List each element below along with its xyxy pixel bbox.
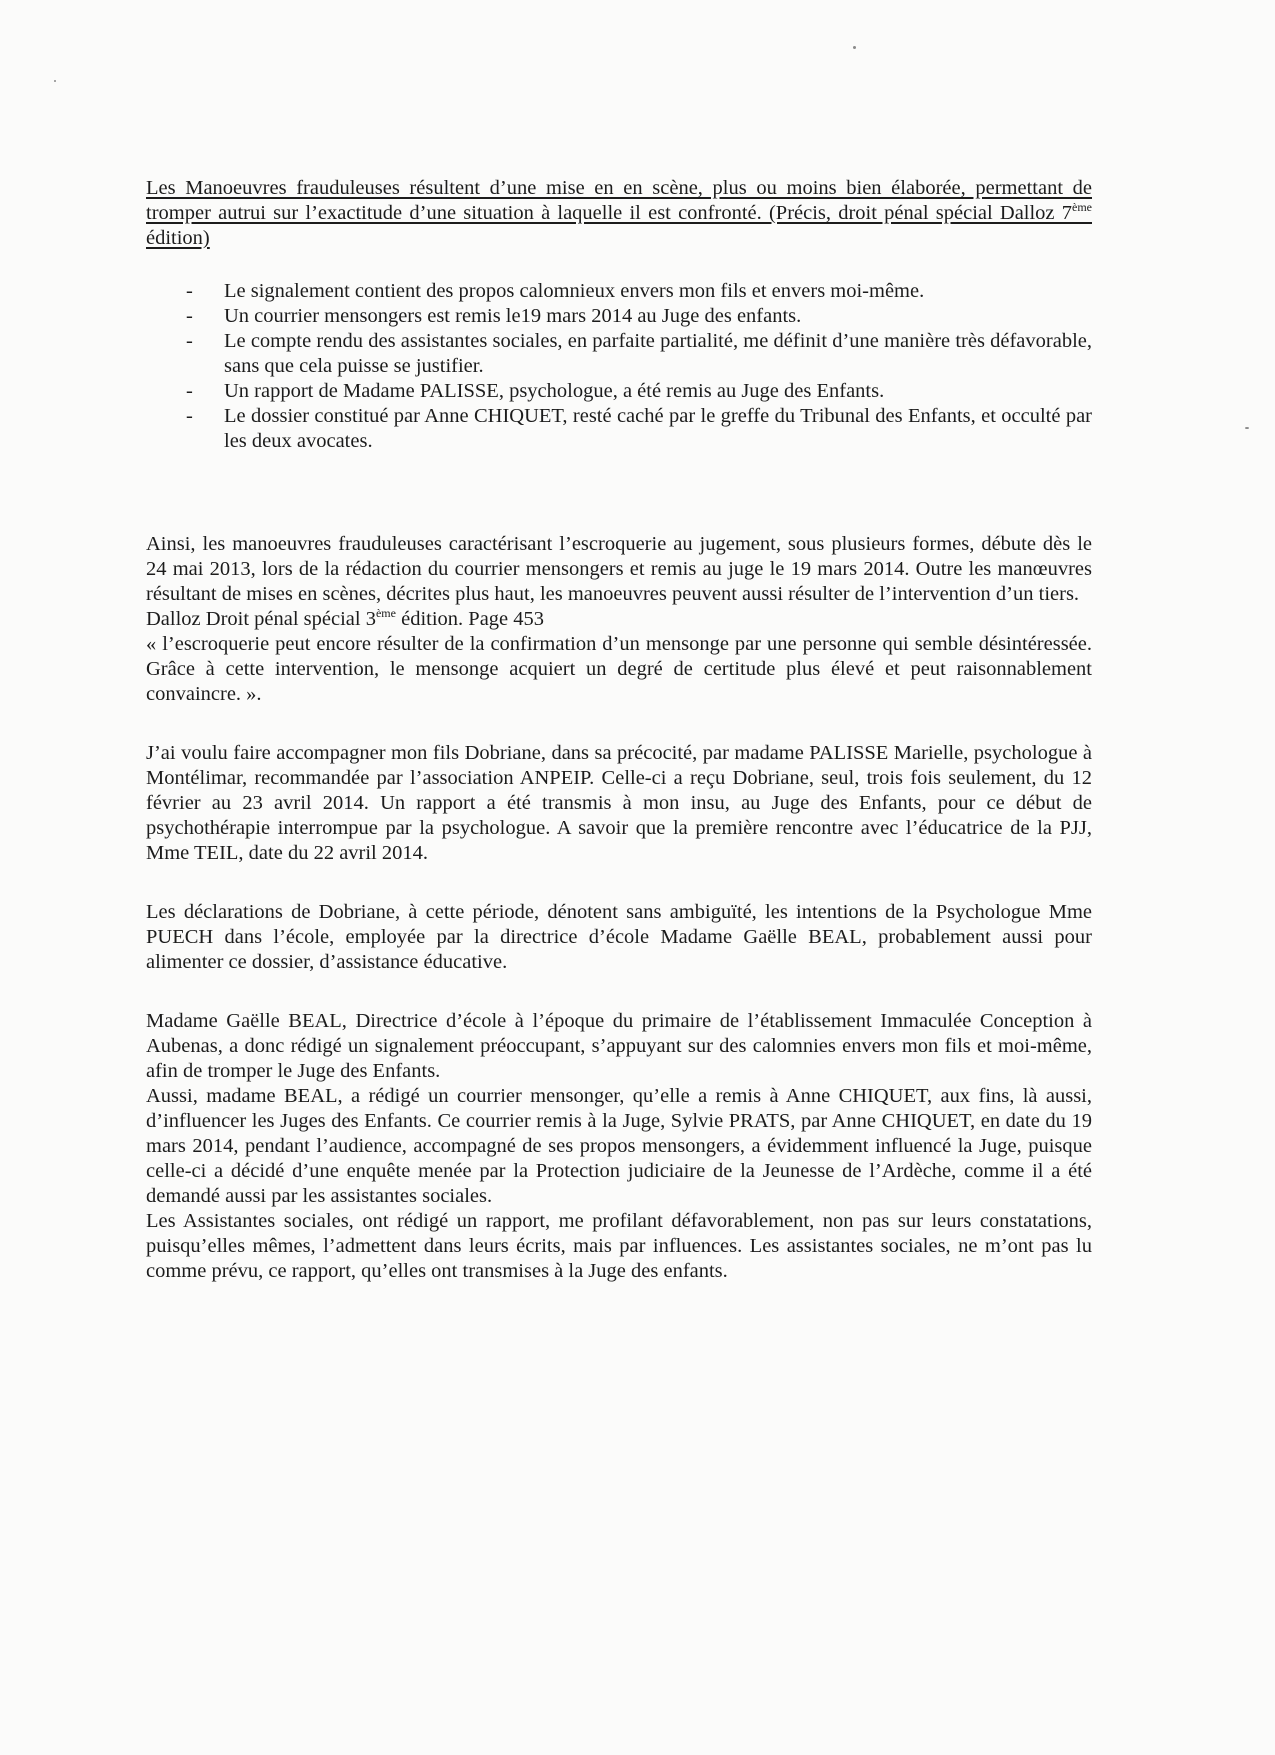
bullet-list xyxy=(146,279,1092,454)
dalloz-reference-text: Dalloz Droit pénal spécial 3 xyxy=(146,608,376,630)
scan-speck xyxy=(54,80,56,82)
paragraph-voulu: J’ai voulu faire accompagner mon fils Dobriane, dans sa précocité, par madame PALISSE Marielle, psychologue à Montélimar, recommandée par l’association ANPEIP. Celle-ci a reçu Dobriane, seul, trois fois seulement, du 12 février au 23 avril 2014. Un rapport a été transmis à mon insu, au Juge des Enfants, pour ce début de psychothérapie interrompue par la psychologue. A savoir que la première rencontre avec l’éducatrice de la PJJ, Mme TEIL, date du 22 avril 2014. xyxy=(146,742,1092,864)
paragraph-beal-1: Madame Gaëlle BEAL, Directrice d’école à l’époque du primaire de l’établissement Immaculée Conception à Aubenas, a donc rédigé un signalement préoccupant, s’appuyant sur des calomnies envers mon fils et moi-même, afin de tromper le Juge des Enfants. xyxy=(146,1010,1092,1082)
list-item: - Le dossier constitué par Anne CHIQUET, resté caché par le greffe du Tribunal des Enfants, et occulté par les deux avocates. xyxy=(146,404,1092,454)
paragraph-ainsi: Ainsi, les manoeuvres frauduleuses caractérisant l’escroquerie au jugement, sous plusieurs formes, débute dès le 24 mai 2013, lors de la rédaction du courrier mensongers et remis au juge le 19 mars 2014. Outre les manœuvres résultant de mises en scènes, décrites plus haut, les manoeuvres peuvent aussi résulter de l’intervention d’un tiers. xyxy=(146,533,1092,605)
dalloz-reference-end: édition. Page 453 xyxy=(395,608,545,630)
intro-text-end: édition) xyxy=(146,227,210,249)
list-item: - Un rapport de Madame PALISSE, psychologue, a été remis au Juge des Enfants. xyxy=(146,379,1092,404)
intro-superscript: ème xyxy=(1072,200,1092,214)
dalloz-reference xyxy=(146,607,1092,632)
scan-speck xyxy=(853,46,856,49)
paragraph-assistantes: Les Assistantes sociales, ont rédigé un rapport, me profilant défavorablement, non pas sur leurs constatations, puisqu’elles mêmes, l’admettent dans leurs écrits, mais par influences. Les assistantes sociales, ne m’ont pas lu comme prévu, ce rapport, qu’elles ont transmises à la Juge des enfants. xyxy=(146,1210,1092,1282)
intro-definition xyxy=(146,176,1092,251)
document-body xyxy=(146,176,1092,1284)
intro-text: Les Manoeuvres frauduleuses résultent d’une mise en en scène, plus ou moins bien élaborée, permettant de tromper autrui sur l’exactitude d’une situation à laquelle il est confronté. (Précis, droit pénal spécial Dalloz 7 xyxy=(146,177,1092,224)
scan-speck xyxy=(1245,427,1249,429)
paragraph-beal-2: Aussi, madame BEAL, a rédigé un courrier mensonger, qu’elle a remis à Anne CHIQUET, aux fins, là aussi, d’influencer les Juges des Enfants. Ce courrier remis à la Juge, Sylvie PRATS, par Anne CHIQUET, en date du 19 mars 2014, pendant l’audience, accompagné de ses propos mensongers, a évidemment influencé la Juge, puisque celle-ci a décidé d’une enquête menée par la Protection judiciaire de la Jeunesse de l’Ardèche, comme il a été demandé aussi par les assistantes sociales. xyxy=(146,1085,1092,1207)
list-item: - Un courrier mensongers est remis le19 mars 2014 au Juge des enfants. xyxy=(146,304,1092,329)
list-item: - Le signalement contient des propos calomnieux envers mon fils et envers moi-même. xyxy=(146,279,1092,304)
dalloz-superscript: ème xyxy=(375,606,396,620)
quote-paragraph: « l’escroquerie peut encore résulter de la confirmation d’un mensonge par une personne qui semble désintéressée. Grâce à cette intervention, le mensonge acquiert un degré de certitude plus élevé et peut raisonnablement convaincre. ». xyxy=(146,633,1092,705)
paragraph-declarations: Les déclarations de Dobriane, à cette période, dénotent sans ambiguïté, les intentions de la Psychologue Mme PUECH dans l’école, employée par la directrice d’école Madame Gaëlle BEAL, probablement aussi pour alimenter ce dossier, d’assistance éducative. xyxy=(146,901,1092,973)
list-item: - Le compte rendu des assistantes sociales, en parfaite partialité, me définit d’une manière très défavorable, sans que cela puisse se justifier. xyxy=(146,329,1092,379)
